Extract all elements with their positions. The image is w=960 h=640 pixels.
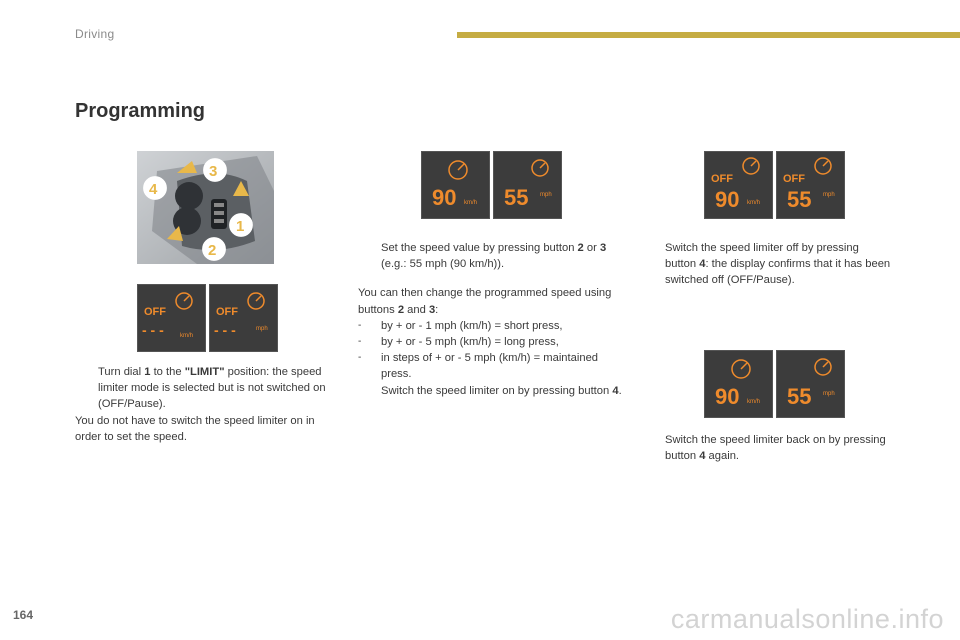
col2-bullet-switch-on (358, 383, 624, 399)
col2-text (358, 240, 624, 399)
unit-kmh: km/h (747, 200, 761, 206)
bullet-marker (75, 364, 98, 413)
text: : (435, 303, 439, 316)
callout-2: 2 (208, 242, 217, 259)
callout-4: 4 (149, 181, 158, 198)
text: Turn dial (98, 366, 145, 378)
text: Switch the speed limiter off by pressing button (665, 242, 859, 271)
text: by + or - 1 mph (km/h) = short press, (381, 319, 563, 332)
section-label: Driving (75, 27, 115, 41)
col3-bullet-switch-off (642, 240, 892, 289)
bullet-marker (642, 432, 665, 464)
col2-paragraph (358, 285, 624, 317)
bullet-marker (358, 240, 381, 272)
blank-value: - - - (214, 322, 236, 338)
button-number: 4 (699, 450, 706, 463)
display-mph-55 (493, 151, 562, 219)
text: (e.g.: 55 mph (90 km/h)). (381, 258, 505, 271)
text: again. (705, 450, 740, 463)
unit-mph: mph (823, 391, 835, 397)
callout-3: 3 (209, 163, 218, 180)
limit-label: "LIMIT" (184, 366, 225, 378)
button-number: 1 (144, 366, 151, 378)
text: You can then change the programmed speed using buttons (358, 287, 612, 316)
display-kmh-90 (421, 151, 490, 219)
dash-item: - in steps of + or - 5 mph (km/h) = maintained press. (358, 350, 624, 382)
text: Switch the speed limiter on by pressing button (381, 384, 613, 397)
display-mph-off-blank (209, 284, 278, 352)
button-number: 2 (577, 242, 584, 254)
blank-value: - - - (142, 322, 164, 338)
display-mph-55-b (776, 350, 845, 418)
display-kmh-90-b (704, 350, 773, 418)
mph-value: 55 (787, 384, 812, 409)
text: to the (150, 366, 185, 378)
button-number: 3 (599, 242, 607, 254)
button-number: 4 (612, 384, 619, 397)
button-number: 3 (428, 303, 436, 316)
off-label: OFF (144, 306, 166, 318)
col1-bullet-turn-dial (75, 364, 335, 413)
col2-bullet-set-speed (358, 240, 624, 272)
off-label: OFF (711, 173, 733, 185)
col3-text-top (642, 240, 892, 289)
bullet-marker (358, 383, 381, 399)
col3-bullet-switch-back-on (642, 432, 892, 464)
text: in steps of + or - 5 mph (km/h) = maintained press. (381, 352, 599, 381)
text: by + or - 5 mph (km/h) = long press, (381, 336, 559, 349)
dash-item: - by + or - 1 mph (km/h) = short press, (358, 318, 624, 334)
display-kmh-off-blank (137, 284, 206, 352)
kmh-value: 90 (715, 187, 740, 212)
callout-1: 1 (236, 218, 245, 235)
unit-kmh: km/h (747, 399, 761, 405)
col1-text (75, 364, 335, 445)
text: Set the speed value by pressing button (381, 242, 578, 254)
watermark: carmanualsonline.info (670, 604, 944, 634)
unit-kmh: km/h (180, 333, 194, 339)
unit-mph: mph (540, 192, 552, 198)
text: and (404, 303, 429, 316)
unit-kmh: km/h (464, 200, 478, 206)
display-kmh-off-90 (704, 151, 773, 219)
off-label: OFF (216, 306, 238, 318)
unit-mph: mph (823, 192, 835, 198)
button-number: 2 (397, 303, 405, 316)
text: position: the speed limiter mode is selected but is not switched on (OFF/Pause). (98, 366, 326, 411)
text: . (618, 384, 622, 397)
button-number: 4 (699, 258, 706, 271)
display-mph-off-55 (776, 151, 845, 219)
mph-value: 55 (504, 185, 529, 210)
kmh-value: 90 (715, 384, 740, 409)
bullet-marker (642, 240, 665, 289)
page-number: 164 (13, 608, 34, 622)
mph-value: 55 (787, 187, 812, 212)
dash-item: - by + or - 5 mph (km/h) = long press, (358, 334, 624, 350)
text: Switch the speed limiter back on by pressing button (665, 434, 886, 463)
header-accent-bar (457, 32, 960, 38)
unit-mph: mph (256, 326, 268, 332)
text: : the display confirms that it has been switched off (OFF/Pause). (665, 258, 891, 287)
col3-text-bottom (642, 432, 892, 464)
col1-note: You do not have to switch the speed limiter on in order to set the speed. (75, 414, 315, 443)
steering-control-photo (137, 151, 274, 264)
off-label: OFF (783, 173, 805, 185)
kmh-value: 90 (432, 185, 457, 210)
text: or (583, 242, 600, 254)
page-title: Programming (75, 100, 206, 122)
